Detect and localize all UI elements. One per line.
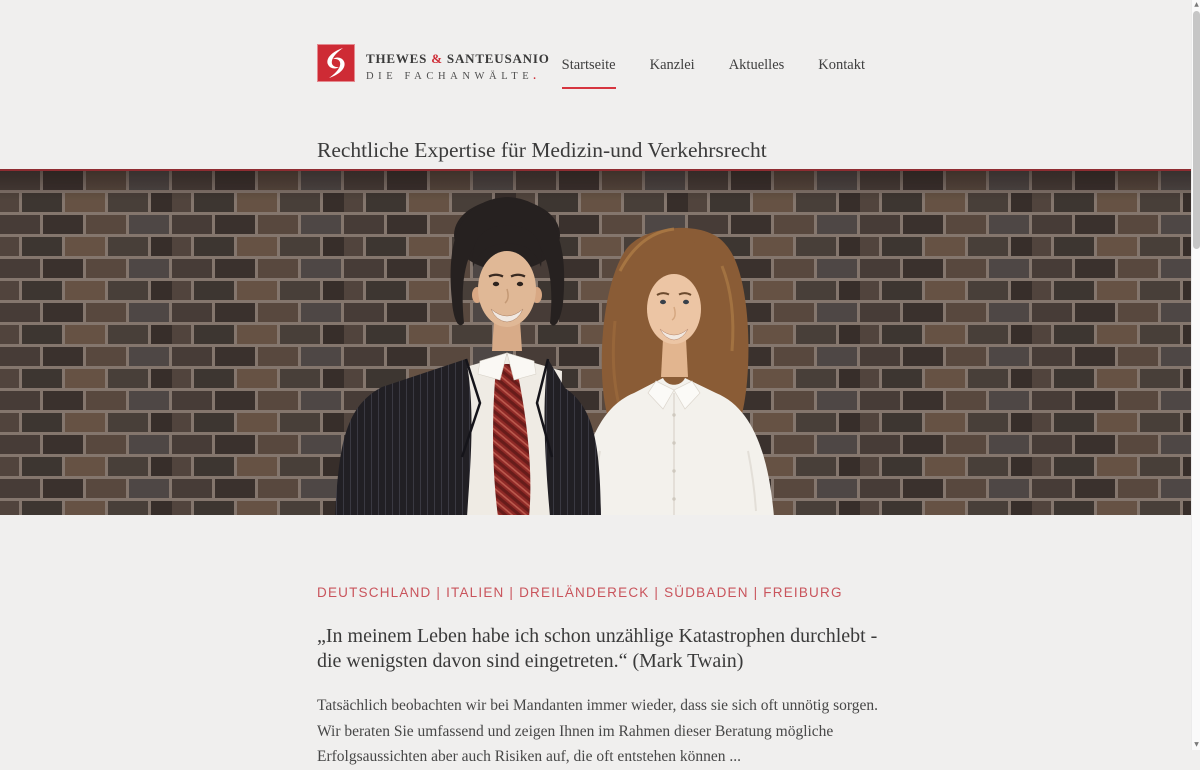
main-nav [562, 57, 883, 89]
quote-line-1: „In meinem Leben habe ich schon unzählige Katastrophen durchlebt - [317, 625, 878, 647]
vertical-scrollbar[interactable] [1191, 0, 1200, 750]
nav-item-aktuelles[interactable]: Aktuelles [728, 57, 785, 73]
scroll-down-arrow-icon[interactable]: ▼ [1194, 741, 1199, 748]
quote-line-2: die wenigsten davon sind eingetreten.“ (Mark Twain) [317, 650, 744, 672]
scroll-up-arrow-icon[interactable]: ▲ [1194, 1, 1199, 8]
main-content [317, 585, 883, 770]
logo-ampersand: & [431, 51, 443, 66]
logo-firm-name: THEWES & SANTEUSANIO [366, 51, 550, 66]
quote-heading [317, 624, 883, 674]
nav-item-kanzlei[interactable]: Kanzlei [649, 57, 695, 73]
page-title: Rechtliche Expertise für Medizin-und Verkehrsrecht [317, 138, 767, 162]
hero-image [0, 169, 1200, 515]
nav-item-startseite[interactable]: Startseite [562, 57, 616, 89]
site-header [0, 0, 1200, 169]
logo-subtitle: DIE FACHANWÄLTE. [366, 71, 536, 82]
logo[interactable] [317, 44, 550, 89]
nav-item-kontakt[interactable]: Kontakt [818, 57, 865, 73]
attorneys-photo-illustration [0, 171, 1200, 515]
intro-paragraph: Tatsächlich beobachten wir bei Mandanten immer wieder, dass sie sich oft unnötig sorgen. Wir beraten Sie umfassend und zeigen Ihnen im Rahmen dieser Beratung mögliche Erfolgsaussichten aber auch Risiken auf, die oft entstehen können ... [317, 697, 879, 765]
swan-s-monogram-icon [317, 44, 355, 82]
logo-text [366, 44, 550, 82]
regions-line: DEUTSCHLAND | ITALIEN | DREILÄNDERECK | SÜDBADEN | FREIBURG [317, 585, 843, 600]
scrollbar-thumb[interactable] [1193, 11, 1200, 249]
